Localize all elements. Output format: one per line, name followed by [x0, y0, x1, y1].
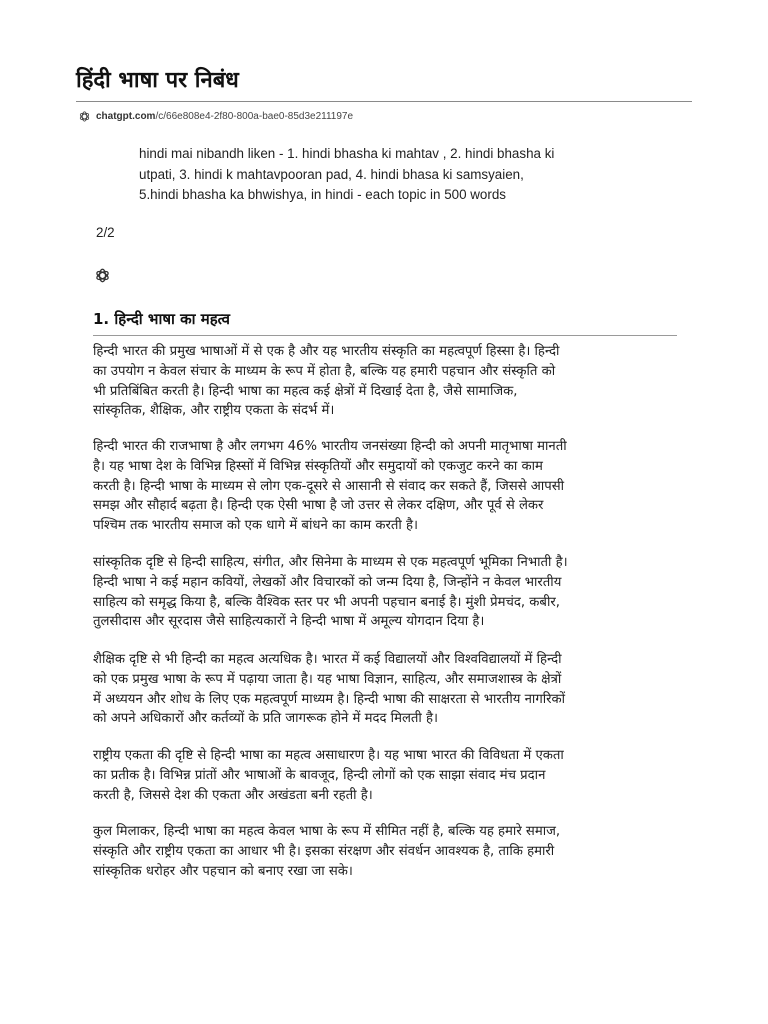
paragraph-line: हिन्दी भाषा ने कई महान कवियों, लेखकों और विचारकों को जन्म दिया है, जिन्होंने न केवल भारतीय — [93, 574, 562, 590]
paragraph-line: संस्कृति और राष्ट्रीय एकता का आधार भी है। इसका संरक्षण और संवर्धन आवश्यक है, ताकि हमारी — [93, 843, 555, 859]
paragraph — [93, 746, 677, 805]
paragraph-line: है। यह भाषा देश के विभिन्न हिस्सों में विभिन्न संस्कृतियों और समुदायों को एकजुट करने का काम — [93, 458, 543, 474]
title-divider — [76, 101, 692, 102]
paragraph-line: सांस्कृतिक धरोहर और पहचान को बनाए रखा जा सके। — [93, 863, 353, 879]
paragraph — [93, 437, 677, 536]
paragraph-line: सांस्कृतिक, शैक्षिक, और राष्ट्रीय एकता के संदर्भ में। — [93, 403, 335, 419]
openai-logo-icon — [94, 267, 111, 284]
paragraph-line: कुल मिलाकर, हिन्दी भाषा का महत्व केवल भाषा के रूप में सीमित नहीं है, बल्कि यह हमारे समाज, — [93, 824, 561, 839]
paragraph-line: सांस्कृतिक दृष्टि से हिन्दी साहित्य, संगीत, और सिनेमा के माध्यम से एक महत्वपूर्ण भूमिका निभाती है। — [93, 555, 568, 570]
next-section-heading-cropped — [93, 1013, 293, 1024]
paragraph-line: करती है। हिन्दी भाषा के माध्यम से लोग एक-दूसरे से आसानी से संवाद कर सकते हैं, जिससे आपसी — [93, 478, 565, 494]
paragraph-line: को एक प्रमुख भाषा के रूप में पढ़ाया जाता है। यह भाषा विज्ञान, साहित्य, और समाजशास्त्र के क्षेत्रों — [93, 671, 562, 687]
paragraph-line: हिन्दी भारत की प्रमुख भाषाओं में से एक है और यह भारतीय संस्कृति का महत्वपूर्ण हिस्सा है। हिन्दी — [93, 344, 560, 359]
paragraph-line: को अपने अधिकारों और कर्तव्यों के प्रति जागरूक होने में मदद मिलती है। — [93, 711, 439, 727]
user-prompt — [139, 144, 699, 206]
paragraph — [93, 342, 677, 421]
paragraph-line: समझ और सौहार्द बढ़ता है। हिन्दी एक ऐसी भाषा है जो उत्तर से लेकर दक्षिण, और पूर्व से लेकर — [93, 498, 544, 514]
response-version-indicator: 2/2 — [96, 225, 115, 240]
section-heading: 1. हिन्दी भाषा का महत्व — [93, 310, 230, 328]
paragraph-line: शैक्षिक दृष्टि से भी हिन्दी का महत्व अत्यधिक है। भारत में कई विद्यालयों और विश्वविद्यालयों में हिन्दी — [93, 652, 562, 667]
paragraph-line: का प्रतीक है। विभिन्न प्रांतों और भाषाओं के बावजूद, हिन्दी लोगों को एक साझा संवाद मंच प्रदान — [93, 767, 546, 783]
source-link[interactable] — [78, 109, 353, 123]
paragraph-line: में अध्ययन और शोध के लिए एक महत्वपूर्ण माध्यम है। हिन्दी भाषा की साक्षरता से भारतीय नागरिकों — [93, 691, 566, 707]
paragraph-line: हिन्दी भारत की राजभाषा है और लगभग 46% भारतीय जनसंख्या हिन्दी को अपनी मातृभाषा मानती — [93, 439, 567, 454]
section-divider — [93, 335, 677, 336]
prompt-line: utpati, 3. hindi k mahtavpooran pad, 4. hindi bhasa ki samsyaien, — [139, 166, 524, 182]
prompt-line: 5.hindi bhasha ka bhwishya, in hindi - each topic in 500 words — [139, 187, 506, 203]
paragraph — [93, 650, 677, 729]
document-title: हिंदी भाषा पर निबंध — [76, 68, 239, 93]
paragraph-line: भी प्रतिबिंबित करती है। हिन्दी भाषा का महत्व कई क्षेत्रों में दिखाई देता है, जैसे सामाजिक, — [93, 383, 518, 399]
paragraph — [93, 553, 677, 632]
source-path[interactable]: /c/66e808e4-2f80-800a-bae0-85d3e211197e — [155, 110, 354, 122]
paragraph-line: पश्चिम तक भारतीय समाज को एक धागे में बांधने का काम करती है। — [93, 518, 418, 534]
paragraph-line: तुलसीदास और सूरदास जैसे साहित्यकारों ने हिन्दी भाषा में अमूल्य योगदान दिया है। — [93, 614, 485, 630]
paragraph-line: का उपयोग न केवल संचार के माध्यम के रूप में होता है, बल्कि यह हमारी पहचान और संस्कृति को — [93, 363, 556, 379]
openai-logo-icon — [78, 110, 91, 123]
paragraph — [93, 822, 677, 881]
paragraph-line: साहित्य को समृद्ध किया है, बल्कि वैश्विक स्तर पर भी अपनी पहचान बनाई है। मुंशी प्रेमचंद, कबीर, — [93, 594, 560, 610]
prompt-line: hindi mai nibandh liken - 1. hindi bhasha ki mahtav , 2. hindi bhasha ki — [139, 146, 555, 161]
paragraph-line: राष्ट्रीय एकता की दृष्टि से हिन्दी भाषा का महत्व असाधारण है। यह भाषा भारत की विविधता में एकता — [93, 748, 564, 763]
source-domain[interactable]: chatgpt.com — [96, 110, 156, 122]
paragraph-line: करती है, जिससे देश की एकता और अखंडता बनी रहती है। — [93, 787, 373, 803]
